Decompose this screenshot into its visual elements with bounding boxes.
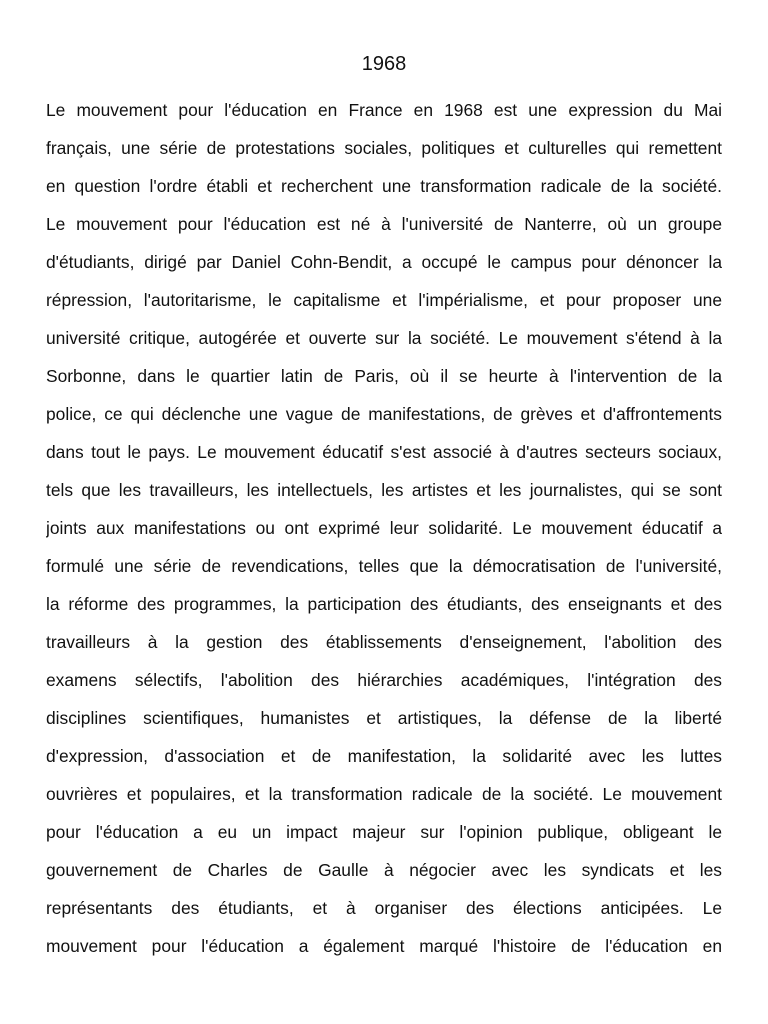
text-line: représentants des étudiants, et à organiser des élections anticipées. Le: [46, 898, 722, 918]
text-line: travailleurs à la gestion des établissements d'enseignement, l'abolition des: [46, 632, 722, 652]
text-line: Le mouvement pour l'éducation en France en 1968 est une expression du Mai: [46, 100, 722, 120]
body-paragraph: [46, 91, 722, 965]
text-line: Sorbonne, dans le quartier latin de Paris, où il se heurte à l'intervention de la: [46, 366, 722, 386]
text-line: ouvrières et populaires, et la transformation radicale de la société. Le mouvement: [46, 784, 722, 804]
text-line: formulé une série de revendications, telles que la démocratisation de l'université,: [46, 556, 722, 576]
text-line: joints aux manifestations ou ont exprimé leur solidarité. Le mouvement éducatif a: [46, 518, 722, 538]
text-line: tels que les travailleurs, les intellectuels, les artistes et les journalistes, qui se sont: [46, 480, 722, 500]
page-title: 1968: [361, 53, 407, 75]
text-line: pour l'éducation a eu un impact majeur sur l'opinion publique, obligeant le: [46, 822, 722, 842]
text-line: en question l'ordre établi et recherchent une transformation radicale de la société.: [46, 176, 722, 196]
text-line: dans tout le pays. Le mouvement éducatif s'est associé à d'autres secteurs sociaux,: [46, 442, 722, 462]
text-line: examens sélectifs, l'abolition des hiérarchies académiques, l'intégration des: [46, 670, 722, 690]
text-line: français, une série de protestations sociales, politiques et culturelles qui remettent: [46, 138, 722, 158]
text-line: gouvernement de Charles de Gaulle à négocier avec les syndicats et les: [46, 860, 722, 880]
text-line: police, ce qui déclenche une vague de manifestations, de grèves et d'affrontements: [46, 404, 722, 424]
text-line: mouvement pour l'éducation a également marqué l'histoire de l'éducation en: [46, 936, 722, 956]
text-line: disciplines scientifiques, humanistes et artistiques, la défense de la liberté: [46, 708, 722, 728]
text-line: la réforme des programmes, la participation des étudiants, des enseignants et des: [46, 594, 722, 614]
text-line: d'étudiants, dirigé par Daniel Cohn-Bendit, a occupé le campus pour dénoncer la: [46, 252, 722, 272]
text-line: université critique, autogérée et ouverte sur la société. Le mouvement s'étend à la: [46, 328, 722, 348]
text-line: Le mouvement pour l'éducation est né à l'université de Nanterre, où un groupe: [46, 214, 722, 234]
text-line: répression, l'autoritarisme, le capitalisme et l'impérialisme, et pour proposer une: [46, 290, 722, 310]
text-line: d'expression, d'association et de manifestation, la solidarité avec les luttes: [46, 746, 722, 766]
